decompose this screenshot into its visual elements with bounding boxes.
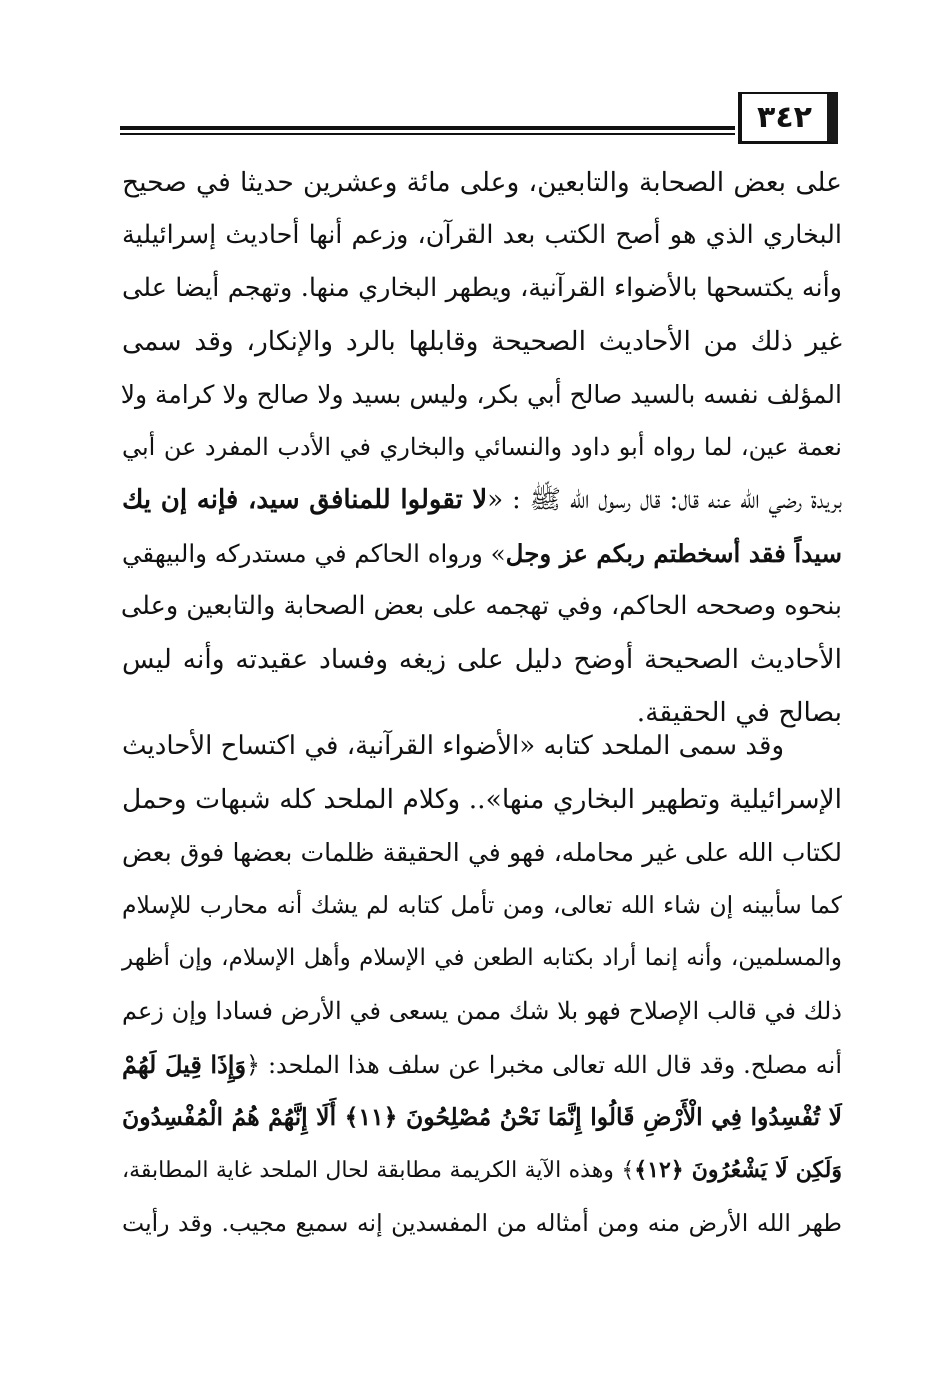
page-header (120, 92, 838, 152)
text-segment: بريدة رضي الله عنه قال: قال رسول الله ﷺ : « (487, 485, 843, 515)
text-line: طهر الله الأرض منه ومن أمثاله من المفسدين إنه سميع مجيب. وقد رأيت (122, 1209, 842, 1237)
text-segment: ﴾ وهذه الآية الكريمة مطابقة لحال الملحد غاية المطابقة، (122, 1158, 635, 1183)
quran-verse: وَإِذَا قِيلَ لَهُمْ (122, 1050, 247, 1079)
header-rule-thin (120, 133, 735, 135)
header-rule-thick (120, 126, 735, 130)
text-line: وقد سمى الملحد كتابه «الأضواء القرآنية، في اكتساح الأحاديث (122, 731, 784, 761)
text-line: لكتاب الله على غير محامله، فهو في الحقيقة ظلمات بعضها فوق بعض (122, 838, 842, 867)
page-number: ٣٤٢ (757, 99, 812, 135)
text-line: على بعض الصحابة والتابعين، وعلى مائة وعشرين حديثا في صحيح (122, 167, 842, 198)
page-number-box (738, 92, 838, 144)
text-line (122, 1091, 842, 1144)
text-line (122, 1144, 842, 1197)
text-line: وأنه يكتسحها بالأضواء القرآنية، ويطهر البخاري منها. وتهجم أيضا على (122, 273, 842, 303)
text-line: والمسلمين، وأنه إنما أراد بكتابه الطعن في الإسلام وأهل الإسلام، وإن أظهر (122, 945, 842, 971)
text-line: ذلك في قالب الإصلاح فهو بلا شك ممن يسعى في الأرض فسادا وإن زعم (122, 997, 842, 1025)
text-line: نعمة عين، لما رواه أبو داود والنسائي والبخاري في الأدب المفرد عن أبي (122, 433, 842, 461)
text-line (122, 1038, 842, 1091)
text-line: المؤلف نفسه بالسيد صالح أبي بكر، وليس بسيد ولا صالح ولا كرامة ولا (120, 380, 842, 409)
text-line: البخاري الذي هو أصح الكتب بعد القرآن، وزعم أنها أحاديث إسرائيلية (122, 220, 842, 250)
text-line: غير ذلك من الأحاديث الصحيحة وقابلها بالرد والإنكار، وقد سمى (122, 326, 842, 357)
text-line (122, 527, 842, 580)
paragraph-1 (122, 156, 842, 739)
text-line: الإسرائيلية وتطهير البخاري منها».. وكلام الملحد كله شبهات وحمل (122, 784, 842, 815)
quran-verse: لَا تُفْسِدُوا فِي الْأَرْضِ قَالُوا إِنَّمَا نَحْنُ مُصْلِحُونَ ﴿١١﴾ أَلَا إِنَّهُمْ هُمُ الْمُفْسِدُونَ (122, 1103, 842, 1131)
text-segment: » ورواه الحاكم في مستدركه والبيهقي (122, 539, 506, 568)
text-line (122, 474, 842, 527)
quran-verse: وَلَكِن لَا يَشْعُرُونَ ﴿١٢﴾ (634, 1157, 843, 1183)
text-line: بنحوه وصححه الحاكم، وفي تهجمه على بعض الصحابة والتابعين وعلى (120, 591, 842, 621)
text-segment: أنه مصلح. وقد قال الله تعالى مخبرا عن سلف هذا الملحد: ﴿ (246, 1051, 842, 1079)
text-line: بصالح في الحقيقة. (636, 697, 842, 728)
text-line: كما سأبينه إن شاء الله تعالى، ومن تأمل كتابه لم يشك أنه محارب للإسلام (122, 891, 842, 919)
text-line: الأحاديث الصحيحة أوضح دليل على زيغه وفساد عقيدته وأنه ليس (122, 644, 842, 675)
hadith-text: لا تقولوا للمنافق سيد، فإنه إن يك (122, 485, 488, 515)
hadith-text: سيداً فقد أسخطتم ربكم عز وجل (505, 539, 842, 568)
paragraph-2 (122, 720, 842, 1250)
